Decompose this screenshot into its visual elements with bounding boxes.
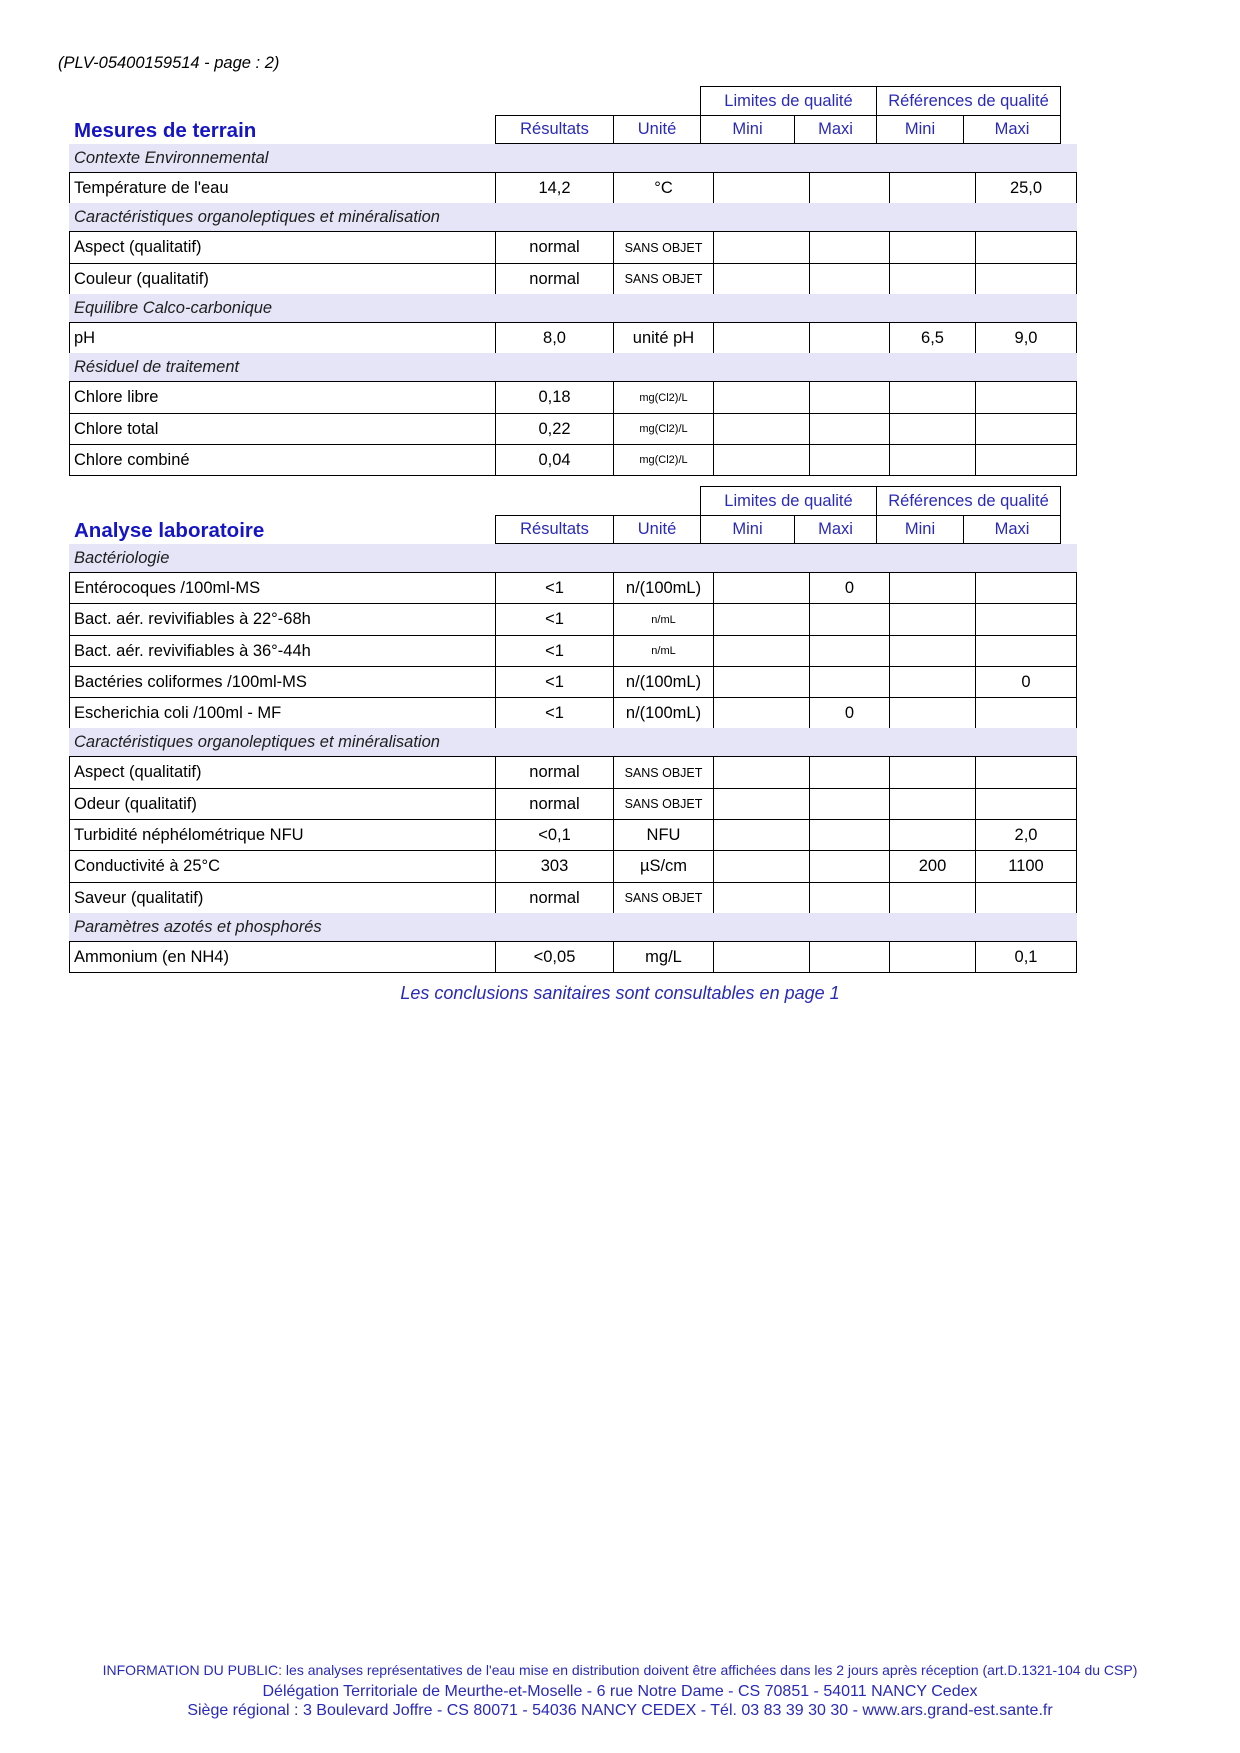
parameter-name-cell: Odeur (qualitatif) xyxy=(69,788,496,820)
unit-cell: n/mL xyxy=(613,603,714,636)
limit-max-cell: 0 xyxy=(809,697,890,729)
limit-max-cell xyxy=(809,756,890,789)
limit-min-cell xyxy=(713,635,810,667)
result-value-cell: normal xyxy=(495,882,614,914)
reference-min-cell xyxy=(889,603,976,636)
reference-max-cell: 0,1 xyxy=(975,941,1077,973)
column-header-limit-max: Maxi xyxy=(794,115,877,144)
result-value-cell: <1 xyxy=(495,603,614,636)
reference-min-cell xyxy=(889,666,976,698)
limit-max-cell xyxy=(809,263,890,295)
result-value-cell: normal xyxy=(495,788,614,820)
reference-min-cell xyxy=(889,697,976,729)
result-value-cell: 14,2 xyxy=(495,172,614,204)
result-value-cell: <1 xyxy=(495,572,614,604)
limit-max-cell xyxy=(809,322,890,354)
limit-min-cell xyxy=(713,381,810,414)
reference-max-cell xyxy=(975,882,1077,914)
parameter-name-cell: Conductivité à 25°C xyxy=(69,850,496,883)
reference-max-cell xyxy=(975,697,1077,729)
parameter-name-cell: Ammonium (en NH4) xyxy=(69,941,496,973)
column-header-reference-min: Mini xyxy=(876,515,964,544)
unit-cell: mg(Cl2)/L xyxy=(613,444,714,476)
reference-min-cell xyxy=(889,572,976,604)
reference-max-cell xyxy=(975,413,1077,445)
reference-min-cell xyxy=(889,941,976,973)
limit-min-cell xyxy=(713,788,810,820)
section-header: Paramètres azotés et phosphorés xyxy=(69,913,1077,941)
reference-min-cell xyxy=(889,172,976,204)
result-value-cell: <0,1 xyxy=(495,819,614,851)
limit-max-cell xyxy=(809,413,890,445)
quality-limits-header: Limites de qualité xyxy=(700,86,877,116)
conclusion-note: Les conclusions sanitaires sont consultables en page 1 xyxy=(400,983,840,1003)
limit-min-cell xyxy=(713,413,810,445)
reference-min-cell: 200 xyxy=(889,850,976,883)
table-title: Mesures de terrain xyxy=(74,119,257,142)
column-header-results: Résultats xyxy=(495,115,614,144)
section-header: Bactériologie xyxy=(69,544,1077,572)
limit-min-cell xyxy=(713,444,810,476)
result-value-cell: <1 xyxy=(495,635,614,667)
unit-cell: SANS OBJET xyxy=(613,263,714,295)
unit-cell: SANS OBJET xyxy=(613,231,714,264)
reference-max-cell xyxy=(975,263,1077,295)
parameter-name-cell: Bactéries coliformes /100ml-MS xyxy=(69,666,496,698)
unit-cell: SANS OBJET xyxy=(613,756,714,789)
result-value-cell: normal xyxy=(495,756,614,789)
limit-max-cell xyxy=(809,666,890,698)
result-value-cell: 0,04 xyxy=(495,444,614,476)
unit-cell: mg(Cl2)/L xyxy=(613,381,714,414)
result-value-cell: normal xyxy=(495,263,614,295)
unit-cell: n/mL xyxy=(613,635,714,667)
reference-max-cell: 25,0 xyxy=(975,172,1077,204)
section-header: Caractéristiques organoleptiques et minéralisation xyxy=(69,728,1077,756)
parameter-name-cell: Chlore libre xyxy=(69,381,496,414)
public-information-notice: INFORMATION DU PUBLIC: les analyses représentatives de l'eau mise en distribution doivent être affichées dans les 2 jours après réception (art.D.1321-104 du CSP) xyxy=(102,1662,1138,1678)
unit-cell: n/(100mL) xyxy=(613,697,714,729)
parameter-name-cell: Chlore combiné xyxy=(69,444,496,476)
unit-cell: SANS OBJET xyxy=(613,788,714,820)
reference-max-cell: 0 xyxy=(975,666,1077,698)
limit-min-cell xyxy=(713,819,810,851)
unit-cell: °C xyxy=(613,172,714,204)
column-header-results: Résultats xyxy=(495,515,614,544)
reference-min-cell xyxy=(889,756,976,789)
reference-max-cell: 1100 xyxy=(975,850,1077,883)
limit-min-cell xyxy=(713,322,810,354)
limit-max-cell xyxy=(809,381,890,414)
document-reference: (PLV-05400159514 - page : 2) xyxy=(58,54,280,72)
result-value-cell: <1 xyxy=(495,697,614,729)
reference-max-cell xyxy=(975,231,1077,264)
reference-max-cell xyxy=(975,603,1077,636)
result-value-cell: <1 xyxy=(495,666,614,698)
parameter-name-cell: Saveur (qualitatif) xyxy=(69,882,496,914)
parameter-name-cell: Aspect (qualitatif) xyxy=(69,756,496,789)
parameter-name-cell: Turbidité néphélométrique NFU xyxy=(69,819,496,851)
reference-min-cell xyxy=(889,788,976,820)
reference-max-cell: 9,0 xyxy=(975,322,1077,354)
limit-min-cell xyxy=(713,850,810,883)
limit-max-cell xyxy=(809,172,890,204)
reference-min-cell xyxy=(889,882,976,914)
delegation-address: Délégation Territoriale de Meurthe-et-Moselle - 6 rue Notre Dame - CS 70851 - 54011 NANCY Cedex xyxy=(262,1683,978,1700)
result-value-cell: 0,18 xyxy=(495,381,614,414)
parameter-name-cell: Escherichia coli /100ml - MF xyxy=(69,697,496,729)
quality-references-header: Références de qualité xyxy=(876,86,1061,116)
unit-cell: µS/cm xyxy=(613,850,714,883)
limit-min-cell xyxy=(713,697,810,729)
result-value-cell: 303 xyxy=(495,850,614,883)
reference-max-cell xyxy=(975,635,1077,667)
reference-max-cell: 2,0 xyxy=(975,819,1077,851)
unit-cell: SANS OBJET xyxy=(613,882,714,914)
parameter-name-cell: Bact. aér. revivifiables à 36°-44h xyxy=(69,635,496,667)
limit-max-cell: 0 xyxy=(809,572,890,604)
reference-min-cell xyxy=(889,263,976,295)
limit-min-cell xyxy=(713,572,810,604)
column-header-limit-min: Mini xyxy=(700,115,795,144)
column-header-limit-min: Mini xyxy=(700,515,795,544)
column-header-reference-min: Mini xyxy=(876,115,964,144)
parameter-name-cell: Température de l'eau xyxy=(69,172,496,204)
column-header-reference-max: Maxi xyxy=(963,115,1061,144)
limit-min-cell xyxy=(713,756,810,789)
section-header: Caractéristiques organoleptiques et minéralisation xyxy=(69,203,1077,231)
limit-min-cell xyxy=(713,263,810,295)
section-header: Contexte Environnemental xyxy=(69,144,1077,172)
column-header-unit: Unité xyxy=(613,515,701,544)
reference-min-cell xyxy=(889,635,976,667)
limit-max-cell xyxy=(809,603,890,636)
reference-min-cell xyxy=(889,819,976,851)
reference-min-cell xyxy=(889,413,976,445)
column-header-limit-max: Maxi xyxy=(794,515,877,544)
result-value-cell: <0,05 xyxy=(495,941,614,973)
parameter-name-cell: pH xyxy=(69,322,496,354)
limit-max-cell xyxy=(809,231,890,264)
limit-max-cell xyxy=(809,819,890,851)
limit-min-cell xyxy=(713,941,810,973)
unit-cell: mg(Cl2)/L xyxy=(613,413,714,445)
reference-min-cell xyxy=(889,444,976,476)
quality-references-header: Références de qualité xyxy=(876,486,1061,516)
reference-max-cell xyxy=(975,788,1077,820)
limit-max-cell xyxy=(809,788,890,820)
result-value-cell: 8,0 xyxy=(495,322,614,354)
reference-max-cell xyxy=(975,572,1077,604)
reference-max-cell xyxy=(975,756,1077,789)
column-header-reference-max: Maxi xyxy=(963,515,1061,544)
reference-min-cell: 6,5 xyxy=(889,322,976,354)
column-header-unit: Unité xyxy=(613,115,701,144)
limit-max-cell xyxy=(809,941,890,973)
unit-cell: n/(100mL) xyxy=(613,572,714,604)
quality-limits-header: Limites de qualité xyxy=(700,486,877,516)
unit-cell: NFU xyxy=(613,819,714,851)
limit-min-cell xyxy=(713,172,810,204)
limit-max-cell xyxy=(809,444,890,476)
parameter-name-cell: Bact. aér. revivifiables à 22°-68h xyxy=(69,603,496,636)
section-header: Résiduel de traitement xyxy=(69,353,1077,381)
parameter-name-cell: Aspect (qualitatif) xyxy=(69,231,496,264)
limit-min-cell xyxy=(713,603,810,636)
limit-min-cell xyxy=(713,666,810,698)
unit-cell: n/(100mL) xyxy=(613,666,714,698)
limit-max-cell xyxy=(809,850,890,883)
reference-min-cell xyxy=(889,381,976,414)
limit-max-cell xyxy=(809,882,890,914)
parameter-name-cell: Chlore total xyxy=(69,413,496,445)
result-value-cell: normal xyxy=(495,231,614,264)
parameter-name-cell: Couleur (qualitatif) xyxy=(69,263,496,295)
reference-max-cell xyxy=(975,381,1077,414)
limit-max-cell xyxy=(809,635,890,667)
unit-cell: mg/L xyxy=(613,941,714,973)
unit-cell: unité pH xyxy=(613,322,714,354)
table-title: Analyse laboratoire xyxy=(74,519,265,542)
reference-min-cell xyxy=(889,231,976,264)
result-value-cell: 0,22 xyxy=(495,413,614,445)
limit-min-cell xyxy=(713,231,810,264)
limit-min-cell xyxy=(713,882,810,914)
parameter-name-cell: Entérocoques /100ml-MS xyxy=(69,572,496,604)
section-header: Equilibre Calco-carbonique xyxy=(69,294,1077,322)
reference-max-cell xyxy=(975,444,1077,476)
regional-headquarters-address: Siège régional : 3 Boulevard Joffre - CS 80071 - 54036 NANCY CEDEX - Tél. 03 83 39 30 30 - www.ars.grand-est.sante.fr xyxy=(187,1702,1053,1719)
